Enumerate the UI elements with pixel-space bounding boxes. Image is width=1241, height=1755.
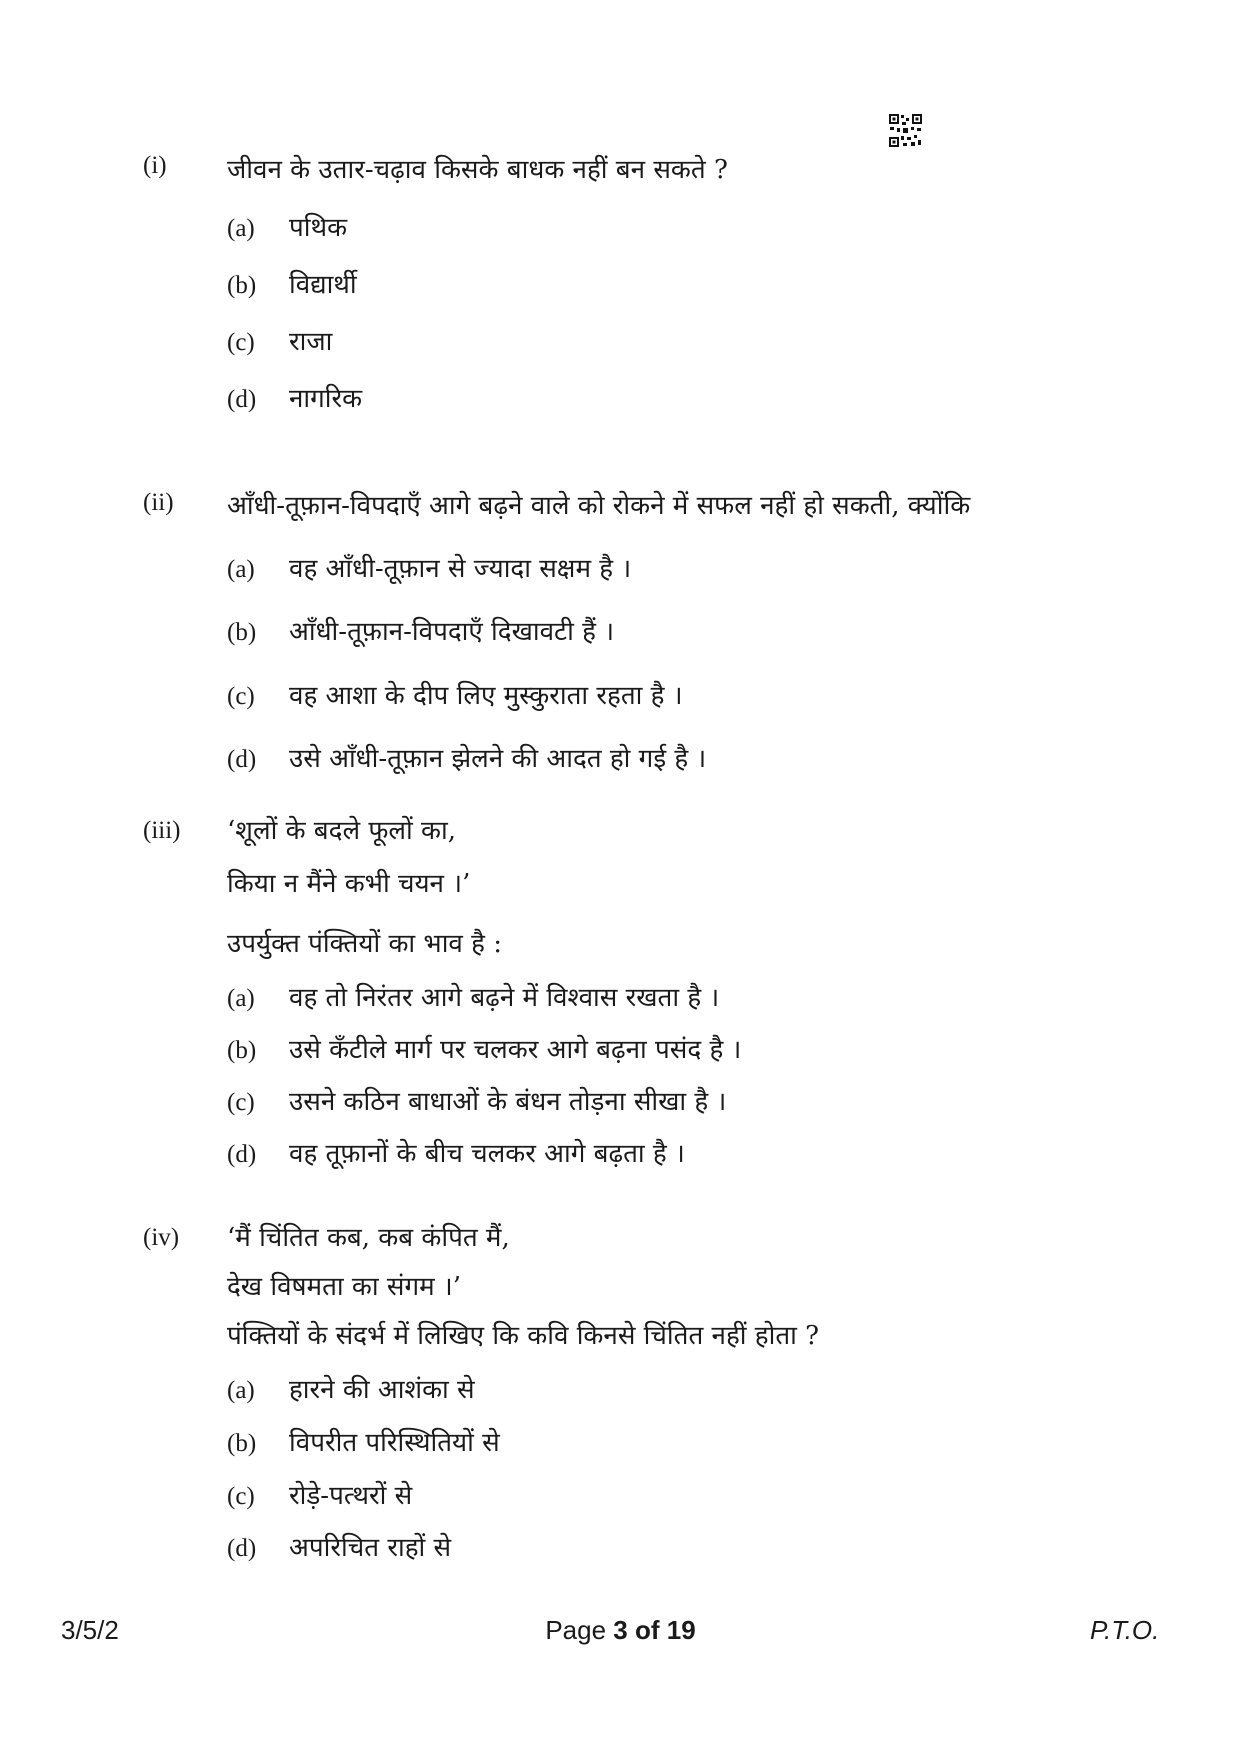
question-text: जीवन के उतार-चढ़ाव किसके बाधक नहीं बन सकते ?	[227, 155, 728, 185]
option-b: (b) आँधी-तूफ़ान-विपदाएँ दिखावटी हैं ।	[227, 617, 615, 647]
paper-code: 3/5/2	[61, 1615, 119, 1645]
option-c: (c) वह आशा के दीप लिए मुस्कुराता रहता है ।	[227, 681, 683, 711]
option-a: (a) वह आँधी-तूफ़ान से ज्यादा सक्षम है ।	[227, 554, 632, 584]
option-b: (b) विद्यार्थी	[227, 270, 357, 300]
question-text: आँधी-तूफ़ान-विपदाएँ आगे बढ़ने वाले को रोकने में सफल नहीं हो सकती, क्योंकि	[227, 491, 971, 521]
question-number: (iv)	[143, 1224, 180, 1251]
question-number: (iii)	[143, 817, 181, 844]
page-number: Page 3 of 19	[545, 1615, 696, 1645]
option-c: (c) रोड़े-पत्थरों से	[227, 1481, 413, 1511]
quote-line-1: ‘मैं चिंतित कब, कब कंपित मैं,	[227, 1223, 510, 1253]
question-text: पंक्तियों के संदर्भ में लिखिए कि कवि किनसे चिंतित नहीं होता ?	[227, 1321, 820, 1351]
option-d: (d) वह तूफ़ानों के बीच चलकर आगे बढ़ता है ।	[227, 1139, 685, 1169]
option-d: (d) अपरिचित राहों से	[227, 1533, 452, 1563]
option-b: (b) उसे कँटीले मार्ग पर चलकर आगे बढ़ना पसंद है ।	[227, 1035, 742, 1065]
quote-line-2: किया न मैंने कभी चयन ।’	[227, 869, 471, 899]
option-a: (a) पथिक	[227, 213, 348, 243]
option-a: (a) वह तो निरंतर आगे बढ़ने में विश्वास रखता है ।	[227, 983, 720, 1013]
option-c: (c) उसने कठिन बाधाओं के बंधन तोड़ना सीखा है ।	[227, 1087, 727, 1117]
option-a: (a) हारने की आशंका से	[227, 1375, 475, 1405]
option-d: (d) उसे आँधी-तूफ़ान झेलने की आदत हो गई है ।	[227, 744, 707, 774]
option-c: (c) राजा	[227, 327, 333, 357]
option-b: (b) विपरीत परिस्थितियों से	[227, 1428, 500, 1458]
option-d: (d) नागरिक	[227, 384, 363, 414]
qr-code-icon	[888, 113, 923, 148]
quote-line-1: ‘शूलों के बदले फूलों का,	[227, 816, 456, 846]
please-turn-over: P.T.O.	[1090, 1615, 1160, 1645]
question-number: (ii)	[143, 489, 174, 516]
quote-line-2: देख विषमता का संगम ।’	[227, 1272, 462, 1302]
question-text: उपर्युक्त पंक्तियों का भाव है :	[227, 929, 502, 959]
question-number: (i)	[143, 152, 167, 179]
